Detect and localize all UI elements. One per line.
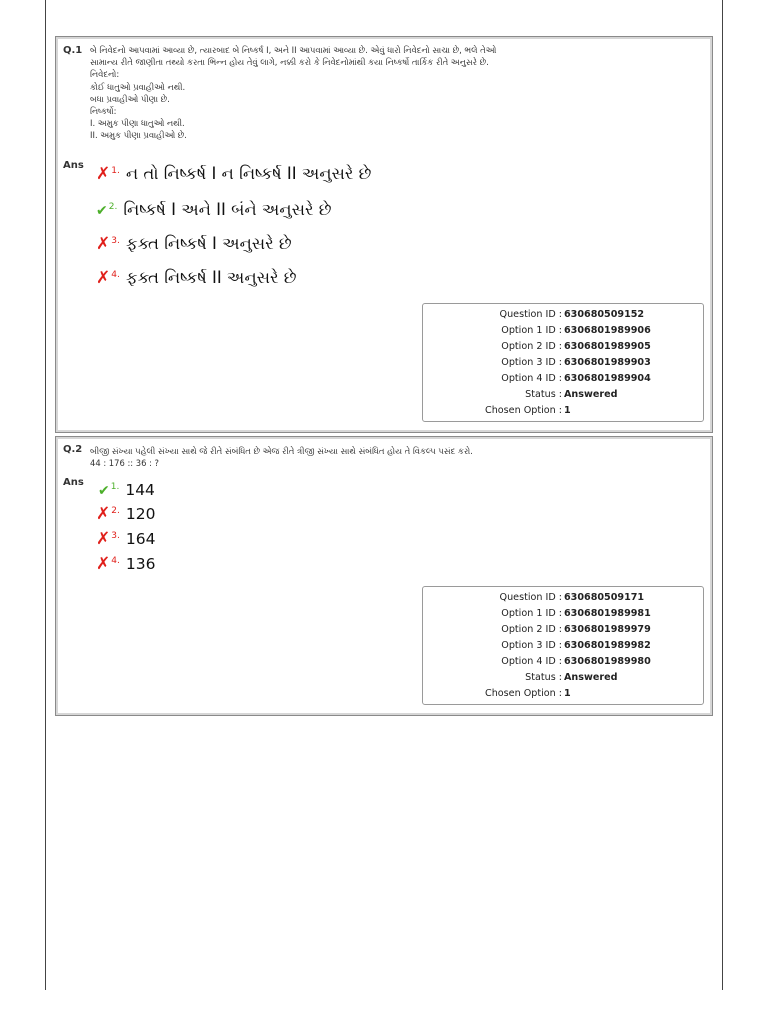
option-3-id-row [423,357,705,373]
option-3-id-label: Option 3 ID : [501,357,562,368]
wrong-mark-icon: ✗ [96,164,111,184]
question-text-line: 44 : 176 :: 36 : ? [90,458,160,469]
answer-option-4 [96,555,155,573]
question-id-row [423,592,705,608]
answer-label: Ans [63,477,84,488]
option-2-id-label: Option 2 ID : [501,624,562,635]
question-text-line: નિવેદનો: [90,69,120,80]
option-text: નિષ્કર્ષ I અને II બંને અનુસરે છે [123,200,332,219]
option-1-id-row [423,608,705,624]
option-1-id-value: 6306801989906 [564,325,651,336]
question-text-line: સામાન્ય રીતે જાણીતા તથ્યો કરતા ભિન્ન હોય તેવું લાગે, નક્કી કરો કે નિવેદનોમાંથી કયા નિષ્કર્ષો તાર્કિક રીતે અનુસરે છે. [90,57,489,68]
option-text: 120 [125,505,156,523]
option-1-id-label: Option 1 ID : [501,608,562,619]
wrong-mark-icon: ✗ [96,268,111,288]
wrong-mark-icon: ✗ [96,554,111,574]
wrong-mark-icon: ✗ [96,504,111,524]
page-left-rule [45,0,46,990]
option-text: 144 [125,481,155,499]
status-label: Status : [525,389,562,400]
question-text [90,44,700,142]
question-text-line: બીજી સંખ્યા પહેલી સંખ્યા સાથે જે રીતે સંબંધિત છે એજ રીતે ત્રીજી સંખ્યા સાથે સંબંધિત હોય તે વિકલ્પ પસંદ કરો. [90,446,473,456]
question-card-2 [55,436,713,716]
status-row [423,672,705,688]
chosen-option-row [423,688,705,704]
status-value: Answered [564,672,618,683]
option-1-id-value: 6306801989981 [564,608,651,619]
wrong-mark-icon: ✗ [96,234,111,254]
question-info-panel [422,303,704,422]
option-2-id-value: 6306801989905 [564,341,651,352]
option-3-id-label: Option 3 ID : [501,640,562,651]
question-number: Q.2 [63,444,83,455]
option-2-id-row [423,341,705,357]
status-label: Status : [525,672,562,683]
chosen-option-row [423,405,705,421]
option-number: 1. [110,482,120,492]
question-info-panel [422,586,704,705]
option-number: 3. [111,236,120,246]
question-text-line: બધા પ્રવાહીઓ પીણા છે. [90,93,170,104]
answer-label: Ans [63,160,84,171]
option-number: 4. [111,270,120,280]
chosen-option-value: 1 [564,405,571,416]
option-text: 136 [125,555,156,573]
option-4-id-value: 6306801989904 [564,373,651,384]
option-number: 2. [111,506,120,516]
option-number: 3. [111,531,120,541]
question-text-line: I. અમુક પીણા ધાતુઓ નથી. [90,118,185,129]
option-3-id-value: 6306801989982 [564,640,651,651]
question-card-1 [55,36,713,433]
option-1-id-row [423,325,705,341]
answer-option-2 [96,505,155,523]
option-2-id-row [423,624,705,640]
option-3-id-value: 6306801989903 [564,357,651,368]
option-2-id-value: 6306801989979 [564,624,651,635]
option-text: ફક્ત નિષ્કર્ષ II અનુસરે છે [125,268,297,287]
question-text-line: નિષ્કર્ષો: [90,106,117,117]
option-4-id-label: Option 4 ID : [501,373,562,384]
answer-option-4 [96,268,297,288]
option-3-id-row [423,640,705,656]
question-id-value: 630680509171 [564,592,645,603]
chosen-option-label: Chosen Option : [485,688,562,699]
option-number: 1. [111,166,120,176]
question-id-value: 630680509152 [564,309,645,320]
wrong-mark-icon: ✗ [96,529,111,549]
question-text-line: બે નિવેદનો આપવામાં આવ્યા છે, ત્યારબાદ બે નિષ્કર્ષ I, અને II આપવામાં આવ્યા છે. એવું ધારો નિવેદનો સાચા છે, ભલે તેઓ [90,45,497,55]
option-text: ન તો નિષ્કર્ષ I ન નિષ્કર્ષ II અનુસરે છે [125,164,372,183]
chosen-option-value: 1 [564,688,571,699]
correct-check-icon: ✔ [96,203,108,219]
question-text [90,445,700,469]
option-number: 4. [111,556,120,566]
question-id-row [423,309,705,325]
answer-option-3 [96,530,155,548]
answer-option-1 [96,164,371,184]
question-text-line: II. અમુક પીણા પ્રવાહીઓ છે. [90,130,187,141]
option-4-id-value: 6306801989980 [564,656,651,667]
option-text: ફક્ત નિષ્કર્ષ I અનુસરે છે [125,234,292,253]
question-id-label: Question ID : [499,592,562,603]
option-4-id-row [423,373,705,389]
question-text-line: કોઈ ધાતુઓ પ્રવાહીઓ નથી. [90,81,186,92]
status-row [423,389,705,405]
answer-option-1 [98,481,155,499]
status-value: Answered [564,389,618,400]
answer-option-3 [96,234,292,254]
question-number: Q.1 [63,45,83,56]
correct-check-icon: ✔ [98,483,110,499]
option-1-id-label: Option 1 ID : [501,325,562,336]
page-right-rule [722,0,723,990]
option-4-id-row [423,656,705,672]
option-text: 164 [125,530,156,548]
option-4-id-label: Option 4 ID : [501,656,562,667]
chosen-option-label: Chosen Option : [485,405,562,416]
option-number: 2. [108,202,118,212]
option-2-id-label: Option 2 ID : [501,341,562,352]
question-id-label: Question ID : [499,309,562,320]
answer-option-2 [96,200,332,220]
